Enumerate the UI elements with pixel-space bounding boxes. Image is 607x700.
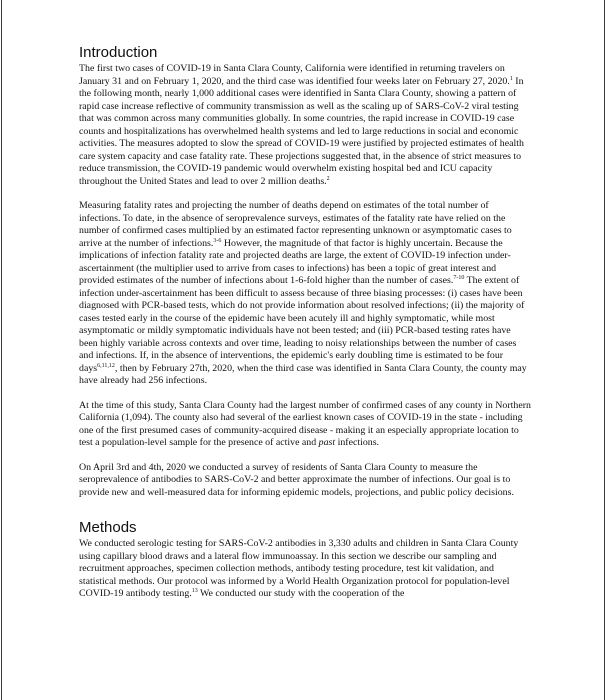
citation: 2 (326, 175, 330, 182)
text-run: At the time of this study, Santa Clara County had the largest number of confirmed cases of any county in Northern California (1,094). The county also had several of the earliest known cases of COVID-19 in the state - including one of the first presumed cases of community-acquired disease - making it an especially appropriate location to test a population-level sample for the presence of active and (79, 399, 531, 448)
intro-paragraph-1 (79, 63, 531, 188)
text-run: The first two cases of COVID-19 in Santa Clara County, California were identified in returning travelers on January 31 and on February 1, 2020, and the third case was identified four weeks later on February 27, 2020. (79, 63, 510, 87)
paper-body (79, 44, 531, 613)
text-run: , then by February 27th, 2020, when the third case was identified in Santa Clara County, the county may have already had 256 infections. (79, 362, 527, 386)
citation: 7-10 (453, 275, 465, 281)
text-run: However, the magnitude of that factor is highly uncertain. Because the implications of infection fatality rate and projected deaths are large, the extent of COVID-19 infection under-ascertainment (the multiplier used to arrive from cases to infections) has been a topic of great interest and provided estimates of the number of infections about 1-6-fold higher than the number of cases. (79, 237, 511, 286)
intro-paragraph-2 (79, 200, 531, 388)
text-run: infections. (335, 437, 380, 448)
citation: 1 (509, 75, 513, 82)
intro-paragraph-4: On April 3rd and 4th, 2020 we conducted a survey of residents of Santa Clara County to measure the seroprevalence of antibodies to SARS-CoV-2 and better approximate the number of infections. Our goal is to provide new and well-measured data for informing epidemic models, projections, and public policy decisions. (79, 461, 514, 498)
citation: 6,11,12 (97, 362, 115, 369)
page-left-edge (1, 0, 2, 700)
citation: 3-6 (213, 237, 222, 244)
text-run: Measuring fatality rates and projecting the number of deaths depend on estimates of the total number of infections. To date, in the absence of seroprevalence surveys, estimates of the fatality rate have relied on the number of confirmed cases multiplied by an estimated factor representing unknown or asymptomatic cases to arrive at the number of infections. (79, 200, 512, 249)
methods-paragraph-1 (79, 538, 531, 601)
intro-paragraph-3 (79, 400, 531, 450)
text-run: We conducted our study with the cooperation of the (197, 588, 405, 599)
methods-heading: Methods (79, 519, 137, 536)
text-run: We conducted serologic testing for SARS-CoV-2 antibodies in 3,330 adults and children in Santa Clara County using capillary blood draws and a lateral flow immunoassay. In this section we describe our sampling and recruitment approaches, specimen collection methods, antibody testing procedure, test kit validation, and statistical methods. Our protocol was informed by a World Health Organization protocol for population-level COVID-19 antibody testing. (79, 538, 519, 599)
introduction-heading: Introduction (79, 44, 158, 61)
emphasis-text: past (318, 437, 336, 448)
text-run: The extent of infection under-ascertainment has been difficult to assess because of three biasing processes: (i) cases have been diagnosed with PCR-based tests, which do not provide information about resolved infections; (ii) the majority of cases tested early in the course of the epidemic have been acutely ill and highly symptomatic, while most asymptomatic or mildly symptomatic individuals have not been tested; and (iii) PCR-based testing rates have been highly variable across contexts and over time, leading to noisy relationships between the number of cases and infections. If, in the absence of interventions, the epidemic's early doubling time is estimated to be four days (79, 275, 525, 374)
citation: 13 (191, 588, 198, 594)
page-right-edge (604, 0, 605, 700)
text-run: In the following month, nearly 1,000 additional cases were identified in Santa Clara County, showing a pattern of rapid case increase reflective of community transmission as well as the scaling up of SARS-CoV-2 viral testing that was common across many communities globally. In some countries, the rapid increase in COVID-19 case counts and hospitalizations has overwhelmed health systems and led to large reductions in social and economic activities. The measures adopted to slow the spread of COVID-19 were justified by projected estimates of health care system capacity and case fatality rate. These projections suggested that, in the absence of strict measures to reduce transmission, the COVID-19 pandemic would overwhelm existing hospital bed and ICU capacity throughout the United States and lead to over 2 million deaths. (79, 75, 524, 187)
